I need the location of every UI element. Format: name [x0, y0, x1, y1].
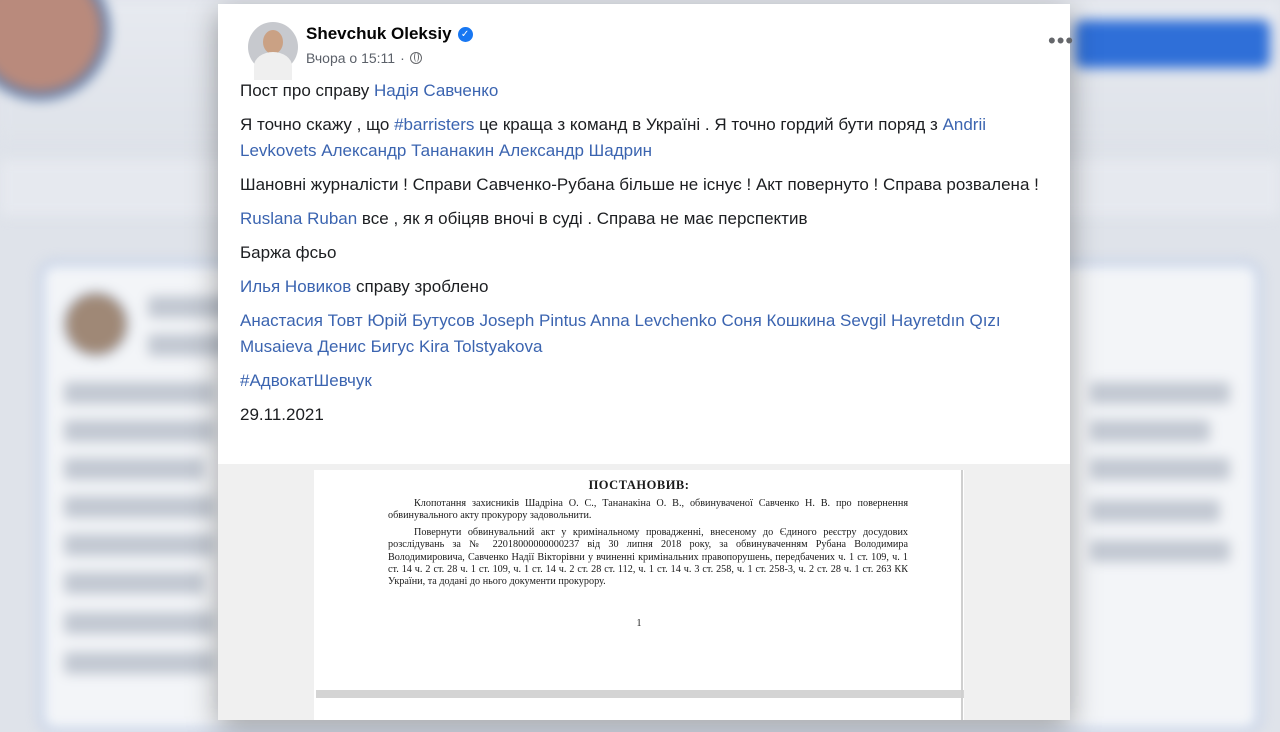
- novikov-text: справу зроблено: [351, 277, 489, 296]
- mention-link[interactable]: Александр Тананакин: [321, 141, 495, 160]
- document-page-number: 1: [636, 618, 642, 629]
- bg-text-line: [64, 652, 214, 674]
- mention-link[interactable]: Ruslana Ruban: [240, 209, 358, 228]
- globe-icon[interactable]: [410, 52, 422, 64]
- tag-link[interactable]: Anna Levchenko: [590, 311, 717, 330]
- mention-link[interactable]: Надія Савченко: [374, 81, 499, 100]
- post-time[interactable]: Вчора о 15:11: [306, 50, 396, 66]
- attached-document-image[interactable]: [218, 464, 1070, 720]
- post-screenshot: [218, 4, 1075, 720]
- tag-link[interactable]: Kira Tolstyakova: [418, 337, 543, 356]
- paragraph-intro: [240, 78, 1050, 104]
- paragraph-journalists: Шановні журналісти ! Справи Савченко-Рубана більше не існує ! Акт повернуто ! Справа розвалена !: [240, 175, 1039, 194]
- intro-text: Пост про справу: [240, 81, 375, 100]
- tag-link[interactable]: Анастасия Товт: [240, 311, 363, 330]
- bg-text-line: [64, 534, 214, 556]
- paragraph-novikov: [240, 274, 1050, 300]
- document-paragraph-2: Повернути обвинувальний акт у кримінальному провадженні, внесеному до Єдиного реєстру досудових розслідувань за № 22018000000000237 від 30 липня 2018 року, за обвинуваченням Рубана Володимира Володимировича, Савченко Надії Вікторівни у вчиненні кримінальних правопорушень, передбачених ч. 1 ст. 109, ч. 1 ст. 14 ч. 2 ст. 28 ч. 1 ст. 109, ч. 1 ст. 14 ч. 2 ст. 28 ст. 112, ч. 1 ст. 14 ч. 3 ст. 258, ч. 1 ст. 258-3, ч. 2 ст. 28 ч. 1 ст. 263 КК України, та додані до нього документи прокурору.: [388, 526, 908, 588]
- bg-text-line: [1090, 540, 1230, 562]
- paragraph-team: [240, 112, 1050, 164]
- bg-text-line: [64, 612, 214, 634]
- post-body: [240, 78, 1050, 428]
- bg-text-line: [64, 496, 214, 518]
- mention-link[interactable]: Andrii Levkovets: [240, 115, 987, 160]
- post-header: [248, 22, 1075, 82]
- hashtag-advokat[interactable]: #АдвокатШевчук: [240, 371, 372, 390]
- author-avatar[interactable]: [248, 22, 298, 72]
- bg-text-line: [148, 334, 228, 356]
- paragraph-barzha: Баржа фсьо: [240, 243, 337, 262]
- paragraph-ruban: [240, 206, 1050, 232]
- verified-badge-icon: ✓: [458, 27, 473, 42]
- tag-link[interactable]: Денис Бигус: [317, 337, 415, 356]
- tag-link[interactable]: Юрій Бутусов: [367, 311, 475, 330]
- document-text: [388, 498, 908, 593]
- team-text-b: це краща з команд в Україні . Я точно гордий бути поряд з: [474, 115, 943, 134]
- bg-card-avatar: [62, 290, 130, 358]
- tag-link[interactable]: Соня Кошкина: [721, 311, 836, 330]
- document-page-edge: [316, 690, 964, 698]
- bg-text-line: [1090, 500, 1220, 522]
- paragraph-tags: [240, 308, 1050, 360]
- document-border-line: [961, 470, 963, 720]
- hashtag-link[interactable]: #barristers: [394, 115, 475, 134]
- bg-text-line: [1090, 420, 1210, 442]
- bg-text-line: [1090, 382, 1230, 404]
- bg-text-line: [64, 572, 204, 594]
- bg-text-line: [64, 458, 204, 480]
- document-page: [314, 470, 964, 720]
- document-heading: ПОСТАНОВИВ:: [588, 478, 690, 492]
- tag-link[interactable]: Joseph Pintus: [479, 311, 587, 330]
- author-row: [306, 24, 473, 44]
- bg-text-line: [1090, 458, 1230, 480]
- post-meta: [306, 50, 422, 66]
- post-date: 29.11.2021: [240, 405, 324, 424]
- author-name[interactable]: Shevchuk Oleksiy: [306, 24, 452, 43]
- more-options-icon[interactable]: •••: [1048, 28, 1075, 53]
- team-text-a: Я точно скажу , що: [240, 115, 395, 134]
- bg-blue-button: [1075, 20, 1270, 68]
- avatar-shirt: [254, 52, 292, 80]
- mention-link[interactable]: Александр Шадрин: [498, 141, 652, 160]
- document-paragraph-1: Клопотання захисників Шадріна О. С., Тананакіна О. В., обвинуваченої Савченко Н. В. про повернення обвинувального акту прокурору задовольнити.: [388, 498, 908, 522]
- bg-text-line: [64, 420, 214, 442]
- avatar-face: [263, 30, 283, 54]
- mention-link[interactable]: Илья Новиков: [240, 277, 352, 296]
- tag-link[interactable]: Sevgil Hayretdın Qızı Musaieva: [240, 311, 1001, 356]
- ruban-text: все , як я обіцяв вночі в суді . Справа не має перспектив: [357, 209, 808, 228]
- separator-dot: ·: [400, 50, 405, 66]
- bg-text-line: [64, 382, 214, 404]
